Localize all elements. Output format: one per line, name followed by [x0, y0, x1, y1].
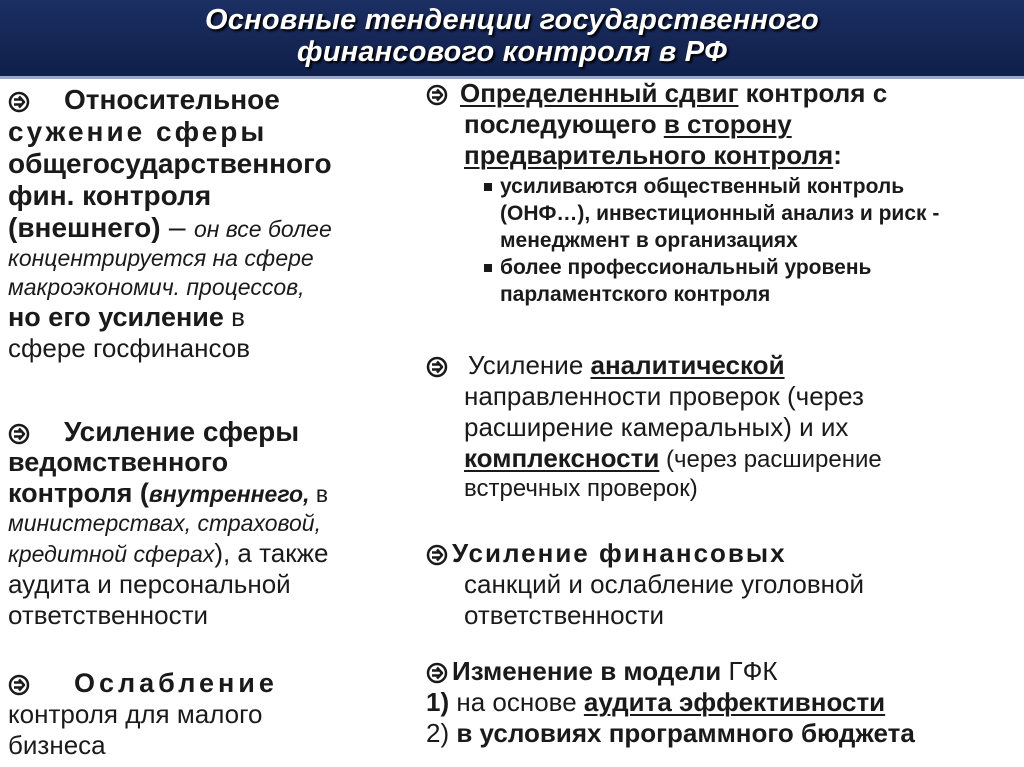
left-item-2-text-3b: внутреннего,: [148, 481, 310, 507]
right-item-4-text-1b: ГФК: [721, 656, 778, 686]
left-item-1-text-5c: он все более: [193, 216, 332, 242]
right-item-4-line-2: [426, 687, 915, 718]
left-item-2-line-5: [8, 538, 328, 569]
right-item-3-text-2: санкций и ослабление уголовной: [464, 569, 864, 599]
right-item-3: [426, 538, 864, 631]
right-item-4-line-1: [426, 656, 915, 687]
right-item-1-text-1a: Определенный сдвиг: [460, 78, 739, 108]
right-item-1-line-2: [426, 109, 939, 140]
right-item-2-text-1a: Усиление: [468, 350, 591, 380]
left-item-3-text-3: бизнеса: [8, 730, 106, 760]
right-item-1-line-1: [426, 78, 939, 109]
square-bullet-icon: [484, 264, 492, 272]
left-item-2: [8, 416, 328, 631]
square-bullet-icon: [484, 183, 492, 191]
right-item-2-text-1b: аналитической: [590, 350, 785, 380]
right-item-1-line-3: [426, 140, 939, 171]
right-item-4-text-2b: на основе: [449, 687, 584, 717]
sub-bullet-1-line-3: менеджмент в организациях: [500, 229, 798, 252]
right-item-2-text-4b: (через расширение: [659, 446, 882, 473]
left-item-1-text-4: фин. контроля: [8, 180, 212, 211]
arrow-circle-icon: [426, 662, 448, 684]
sub-bullet-1: [484, 173, 939, 200]
right-item-1-text-2b: в сторону: [663, 109, 792, 139]
right-item-4-text-2a: 1): [426, 687, 450, 717]
right-item-2-text-3: расширение камеральных) и их: [464, 412, 849, 442]
arrow-circle-icon: [426, 356, 448, 378]
left-item-3-line-1: [8, 668, 278, 699]
right-item-2-line-1: [426, 350, 882, 381]
slide-title: [0, 0, 1024, 68]
title-line-1: Основные тенденции государственного: [205, 4, 819, 36]
right-item-1-text-1b: контроля с: [738, 78, 888, 108]
right-item-4-text-3b: в условиях программного бюджета: [456, 718, 915, 748]
left-item-2-text-7: ответственности: [8, 600, 209, 630]
left-item-2-text-3c: в: [309, 481, 329, 507]
left-item-2-text-5a: кредитной сферах: [8, 541, 215, 567]
left-item-2-text-1: Усиление сферы: [64, 416, 300, 447]
right-item-1: [426, 78, 939, 308]
left-item-1-line-1: [8, 84, 332, 116]
title-bar: [0, 0, 1024, 79]
left-item-2-text-3a: контроля (: [8, 478, 149, 508]
right-item-2-text-2: направленности проверок (через: [464, 381, 864, 411]
left-item-3: [8, 668, 278, 761]
left-item-1-text-8a: но его усиление: [8, 302, 224, 332]
left-item-2-text-6: аудита и персональной: [8, 569, 291, 599]
left-item-1: [8, 84, 332, 364]
left-item-1-dash: –: [160, 211, 194, 244]
left-item-1-text-6: концентрируется на сфере: [8, 245, 314, 271]
left-item-1-line-5: [8, 212, 332, 244]
right-item-2: [426, 350, 882, 503]
left-item-2-line-1: [8, 416, 328, 447]
arrow-circle-icon: [8, 91, 30, 113]
left-item-3-text-2: контроля для малого: [8, 699, 263, 729]
sub-bullet-2-line-2: парламентского контроля: [500, 283, 771, 306]
right-item-2-text-5: встречных проверок): [464, 475, 698, 502]
left-item-1-text-3: общегосударственного: [8, 148, 332, 179]
left-item-1-text-8b: в: [223, 302, 245, 332]
right-item-1-text-3b: :: [833, 140, 842, 170]
sub-bullet-1-line-2: (ОНФ…), инвестиционный анализ и риск -: [500, 202, 940, 225]
right-item-2-text-4a: комплексности: [464, 443, 660, 473]
left-item-1-text-1: Относительное: [64, 84, 280, 115]
right-item-1-bullets: [426, 173, 939, 308]
left-item-1-text-9: сфере госфинансов: [8, 333, 251, 363]
right-item-4-text-3a: 2): [426, 718, 457, 748]
arrow-circle-icon: [426, 84, 448, 106]
right-item-4-line-3: [426, 718, 915, 749]
right-item-3-line-1: [426, 538, 864, 569]
right-item-1-text-3a: предварительного контроля: [464, 140, 834, 170]
sub-bullet-2-line-1: более профессиональный уровень: [500, 256, 872, 279]
left-item-1-text-2: сужение сферы: [8, 116, 268, 147]
arrow-circle-icon: [426, 544, 448, 566]
right-item-4: [426, 656, 915, 749]
left-item-2-text-5b: ), а также: [214, 538, 329, 568]
right-item-3-text-1: Усиление финансовых: [452, 538, 787, 568]
right-item-3-text-3: ответственности: [464, 600, 665, 630]
left-item-2-text-4: министерствах, страховой,: [8, 510, 321, 536]
left-item-3-text-1: Ослабление: [74, 668, 278, 698]
right-item-4-text-2c: аудита эффективности: [583, 687, 886, 717]
right-item-4-text-1a: Изменение в модели: [452, 656, 722, 686]
arrow-circle-icon: [8, 423, 30, 445]
title-line-2: финансового контроля в РФ: [296, 36, 728, 68]
right-item-2-line-4: [426, 443, 882, 474]
left-item-1-text-5a: (внешнего): [8, 212, 161, 243]
arrow-circle-icon: [8, 674, 30, 696]
sub-bullet-1-line-1: усиливаются общественный контроль: [500, 175, 905, 198]
left-item-1-line-8: [8, 302, 332, 333]
right-item-1-text-2a: последующего: [464, 109, 664, 139]
left-item-2-text-2: ведомственного: [8, 447, 229, 477]
left-item-2-line-3: [8, 478, 328, 509]
sub-bullet-2: [484, 254, 939, 281]
left-item-1-text-7: макроэкономич. процессов,: [8, 274, 305, 300]
